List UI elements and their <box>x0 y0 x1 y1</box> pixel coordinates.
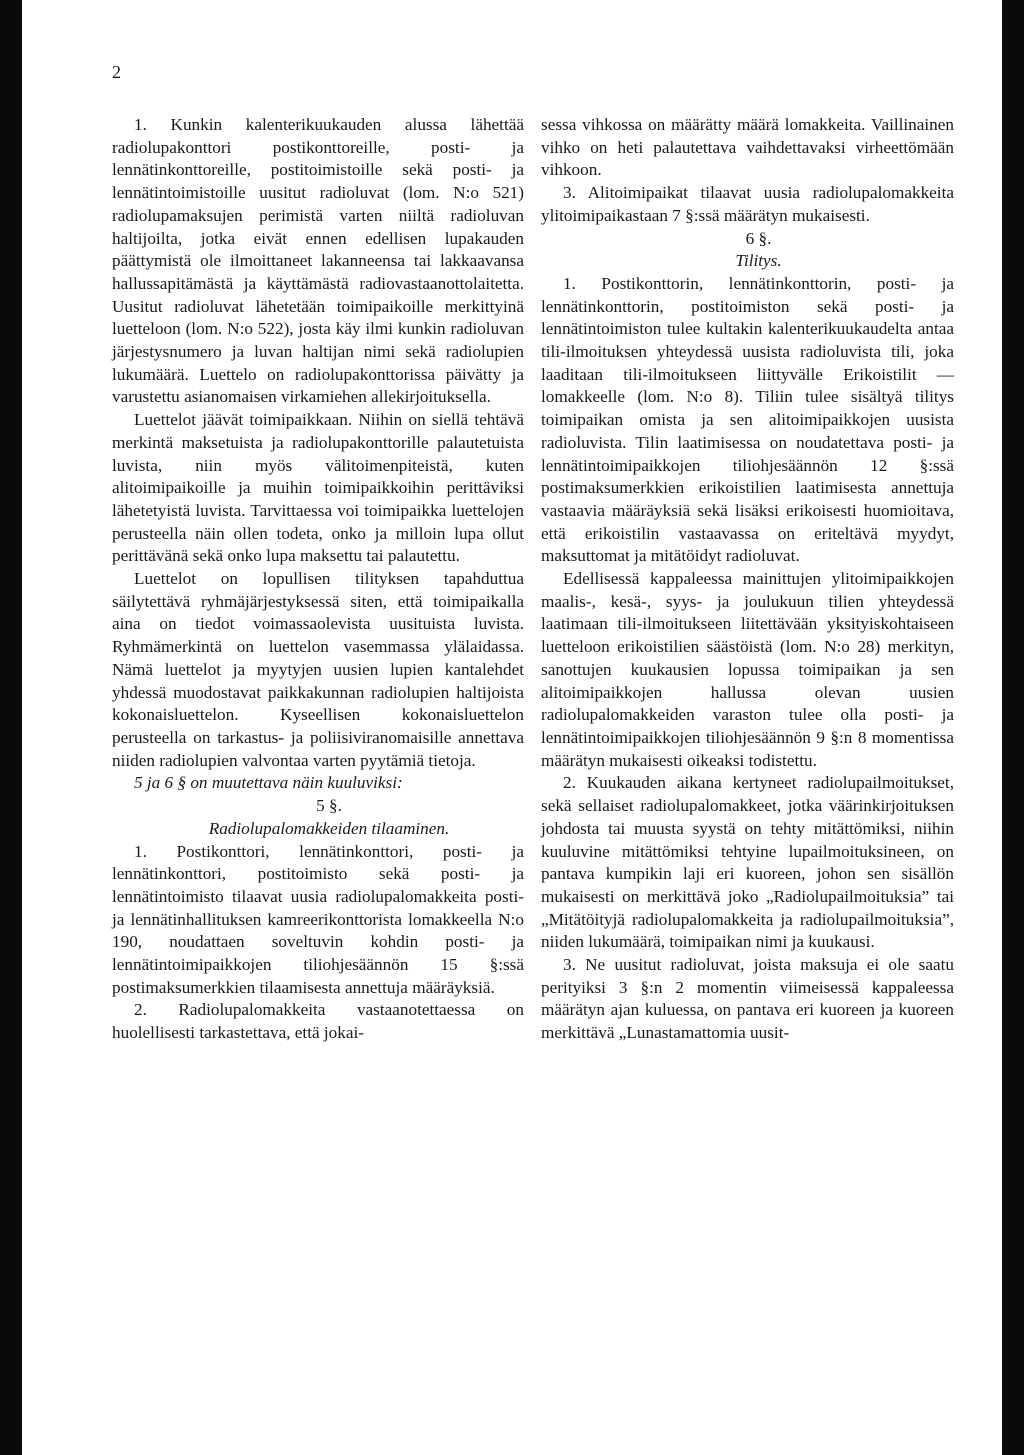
section-title: Tilitys. <box>735 251 782 271</box>
scan-border-left <box>0 0 22 1455</box>
paragraph: Luettelot jäävät toimipaikkaan. Niihin on siellä tehtävä merkintä maksetuista ja radiolupakonttorille palautetuista luvista, niin myös välitoimenpiteistä, kuten alitoimipaikoille ja muihin toimipaikkoihin perittäviksi lähetetyistä luvista. Tarvittaessa voi toimipaikka luettelojen perusteella näin ollen todeta, onko ja milloin lupa ollut perittävänä sekä onko lupa maksettu tai palautettu. <box>112 410 524 566</box>
section-title: Radiolupalomakkeiden tilaaminen. <box>208 818 450 838</box>
paragraph: 3. Alitoimipaikat tilaavat uusia radiolupalomakkeita ylitoimipaikastaan 7 §:ssä määrätyn mukaisesti. <box>541 183 954 225</box>
paragraph: 1. Postikonttori, lennätinkonttori, posti- ja lennätinkonttori, postitoimisto sekä posti- ja lennätintoimisto tilaavat uusia radiolupalomakkeita posti- ja lennätinhallituksen kamreerikonttorista lomakkeella N:o 190, noudattaen soveltuvin kohdin posti- ja lennätintoimipaikkojen tiliohjesäännön 15 §:ssä postimaksumerkkien tilaamisesta annettuja määräyksiä. <box>112 841 524 997</box>
paragraph: sessa vihkossa on määrätty määrä lomakkeita. Vaillinainen vihko on heti palautettava vaihdettavaksi virheettömään vihkoon. <box>541 115 954 180</box>
page-number: 2 <box>112 62 121 82</box>
paragraph: Edellisessä kappaleessa mainittujen ylitoimipaikkojen maalis-, kesä-, syys- ja joulukuun tilien yhteydessä laatimaan tili-ilmoitukseen liitettävään yksityiskohtaiseen luetteloon erikoistilien säästöistä (lom. N:o 28) merkityn, sanottujen kuukausien lopussa toimipaikan ja sen alitoimipaikkojen hallussa olevan uusien radiolupalomakkeiden varaston tulee olla posti- ja lennätintoimipaikkojen tiliohjesäännön 9 §:n 8 momentissa määrätyn mukaisesti oikeaksi todistettu. <box>541 569 954 770</box>
section-number: 6 §. <box>745 228 772 248</box>
scan-border-right <box>1002 0 1024 1455</box>
left-column <box>112 114 524 1045</box>
paragraph: 3. Ne uusitut radioluvat, joista maksuja ei ole saatu perityiksi 3 §:n 2 momentin viimeisessä kappaleessa määrätyn ajan kuluessa, on pantava eri kuoreen ja kuoreen merkittävä „Lunastamattomia uusit- <box>541 955 954 1043</box>
paragraph: 2. Radiolupalomakkeita vastaanotettaessa on huolellisesti tarkastettava, että jokai- <box>112 1000 524 1043</box>
section-number: 5 §. <box>316 796 342 816</box>
right-column <box>541 114 954 1045</box>
paragraph: 1. Kunkin kalenterikuukauden alussa lähettää radiolupakonttori postikonttoreille, posti- ja lennätinkonttoreille, postitoimistoille sekä posti- ja lennätintoimistoille uusitut radioluvat (lom. N:o 521) radiolupamaksujen perimistä varten niiltä radioluvan haltijoilta, jotka eivät ennen edellisen lupakauden päättymistä ole ilmoittaneet lakanneensa tai lakkaavansa hallussapitämästä ja käyttämästä radiovastaanottolaitetta. Uusitut radioluvat lähetetään toimipaikoille merkittyinä luetteloon (lom. N:o 522), josta käy ilmi kunkin radioluvan järjestysnumero ja luvan haltijan nimi sekä radiolupien lukumäärä. Luettelo on radiolupakonttorissa päivätty ja varustettu asianomaisen virkamiehen allekirjoituksella. <box>112 115 524 407</box>
paragraph: Luettelot on lopullisen tilityksen tapahduttua säilytettävä ryhmäjärjestyksessä siten, että toimipaikalla aina on tiedot voimassaolevista uusituista luvista. Ryhmämerkintä on luettelon vasemmassa ylälaidassa. Nämä luettelot ja myytyjen uusien lupien kantalehdet yhdessä muodostavat paikkakunnan radiolupien haltijoista kokonaisluettelon. Kyseellisen kokonaisluettelon perusteella on tarkastus- ja poliisiviranomaisille annettava niiden radiolupien valvontaa varten pyytämiä tietoja. <box>112 569 524 770</box>
paragraph: 1. Postikonttorin, lennätinkonttorin, posti- ja lennätinkonttorin, postitoimiston sekä posti- ja lennätintoimiston tulee kultakin kalenterikuukaudelta antaa tili-ilmoituksen yhteydessä uusista radioluvista tili, joka laaditaan tili-ilmoitukseen liittyvälle Erikoistilit — lomakkeelle (lom. N:o 8). Tiliin tulee sisältyä tilitys toimipaikan omista ja sen alitoimipaikkojen uusista radioluvista. Tilin laatimisessa on noudatettava posti- ja lennätintoimipaikkojen tiliohjesäännön 12 §:ssä postimaksumerkkien erikoistilien laatimisesta annettuja vastaavia määräyksiä sekä lisäksi erikoisesti huomioitava, että erikoistilin vastaavassa on eriteltävä myydyt, maksuttomat ja mitätöidyt radioluvat. <box>541 273 954 566</box>
paragraph: 2. Kuukauden aikana kertyneet radiolupailmoitukset, sekä sellaiset radiolupalomakkeet, jotka väärinkirjoituksen johdosta tai muusta syystä on tehty mitättömiksi, niihin kuuluvine mitättömiksi tehtyine lupailmoituksineen, on pantava kumpikin laji eri kuoreen, johon sen sisällön mukaisesti on merkittävä joko „Radiolupailmoituksia” tai „Mitätöityjä radiolupalomakkeita ja radiolupailmoituksia”, niiden lukumäärä, toimipaikan nimi ja kuukausi. <box>541 773 954 952</box>
amendment-note: 5 ja 6 § on muutettava näin kuuluviksi: <box>134 773 403 793</box>
